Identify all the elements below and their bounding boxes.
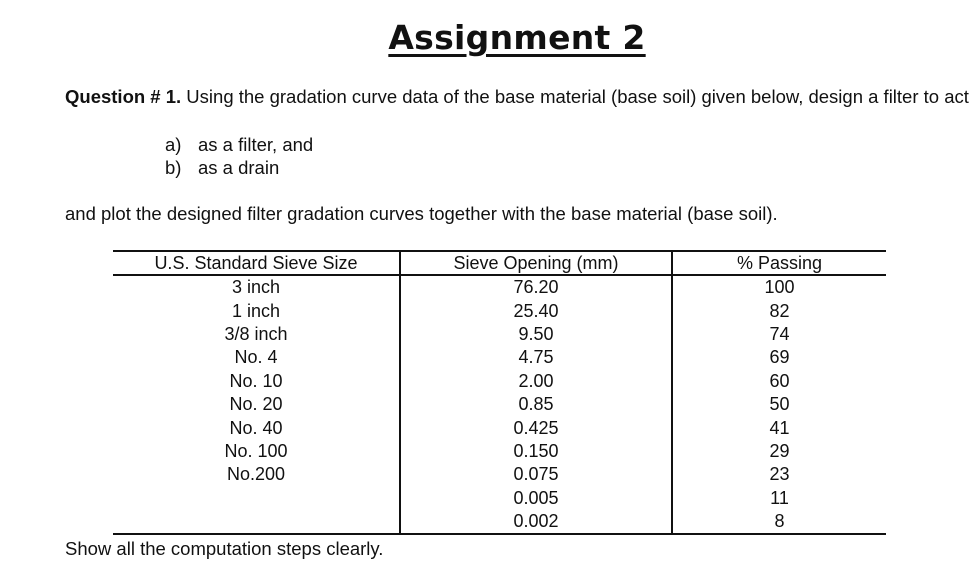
sieve-size-cell: No. 20 [229,394,283,415]
option-text: as a filter, and [198,134,314,155]
option-marker: a) [165,134,182,155]
option-marker: b) [165,157,182,178]
percent-passing-cell: 23 [769,464,790,485]
table-row [113,416,886,439]
percent-passing-cell: 29 [769,440,790,461]
column-header-sieve-opening: Sieve Opening (mm) [400,251,672,275]
sieve-opening-cell: 4.75 [400,346,672,369]
table-row [113,487,886,510]
table-row [113,299,886,322]
percent-passing-cell: 41 [769,417,790,438]
sieve-opening-cell: 9.50 [400,323,672,346]
document-title: Assignment 2 [388,18,646,57]
table-row [113,346,886,369]
question-options [165,133,313,179]
table-row [113,510,886,534]
percent-passing-cell: 69 [769,347,790,368]
option-b [165,156,313,179]
percent-passing-cell: 50 [769,394,790,415]
percent-passing-cell: 82 [769,300,790,321]
option-text: as a drain [198,157,280,178]
percent-passing-cell: 74 [769,323,790,344]
sieve-size-cell [113,487,400,510]
table-row [113,370,886,393]
instruction-footer: Show all the computation steps clearly. [65,538,384,559]
sieve-opening-cell: 76.20 [400,275,672,299]
sieve-size-cell: 3/8 inch [224,323,288,344]
sieve-opening-cell: 2.00 [400,370,672,393]
percent-passing-cell: 60 [769,370,790,391]
table-row [113,393,886,416]
sieve-size-cell: No. 4 [234,347,278,368]
percent-passing-cell: 11 [770,487,789,508]
sieve-opening-cell: 0.075 [400,463,672,486]
question-label: Question # 1. [65,86,182,107]
table-row [113,463,886,486]
table-row [113,323,886,346]
sieve-opening-cell: 0.85 [400,393,672,416]
sieve-size-cell: No. 40 [229,417,283,438]
sieve-analysis-table [113,250,886,535]
sieve-size-cell: No. 100 [224,440,288,461]
sieve-opening-cell: 0.002 [400,510,672,534]
question-body: Using the gradation curve data of the base material (base soil) given below, design a filter to act [181,86,969,107]
table-row [113,440,886,463]
sieve-opening-cell: 0.425 [400,416,672,439]
sieve-opening-cell: 0.150 [400,440,672,463]
table-row [113,275,886,299]
sieve-opening-cell: 25.40 [400,299,672,322]
table-header-row [113,251,886,275]
sieve-size-cell: 1 inch [231,300,281,321]
question-text [65,86,970,108]
column-header-percent-passing: % Passing [672,251,886,275]
option-a [165,133,313,156]
sieve-opening-cell: 0.005 [400,487,672,510]
sieve-size-cell: No. 10 [229,370,283,391]
column-header-sieve-size: U.S. Standard Sieve Size [113,251,400,275]
question-continuation: and plot the designed filter gradation curves together with the base material (base soil). [65,203,778,224]
percent-passing-cell: 8 [672,510,886,534]
sieve-size-cell: No.200 [226,464,286,485]
sieve-size-cell: 3 inch [231,277,281,298]
sieve-size-cell [113,510,400,534]
percent-passing-cell: 100 [764,277,795,298]
